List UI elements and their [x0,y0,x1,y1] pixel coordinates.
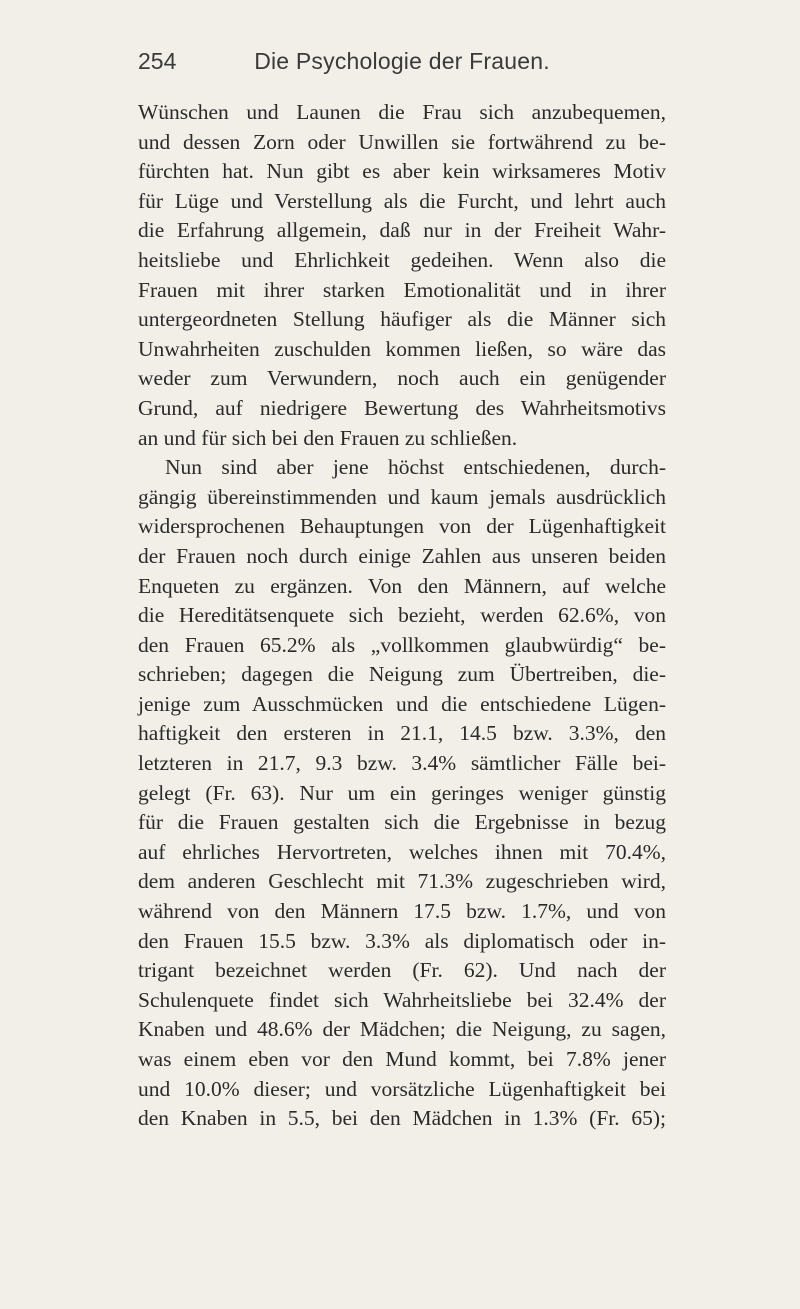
text-line: der Frauen noch durch einige Zahlen aus unseren beiden [138,543,666,568]
text-line: widersprochenen Behauptungen von der Lügenhaftigkeit [138,514,666,539]
text-line: die Hereditätsenquete sich bezieht, werden 62.6%, von [138,603,666,628]
text-line: gelegt (Fr. 63). Nur um ein geringes weniger günstig [138,780,666,805]
text-line: letzteren in 21.7, 9.3 bzw. 3.4% sämtlicher Fälle bei- [138,751,666,776]
text-line: den Knaben in 5.5, bei den Mädchen in 1.3% (Fr. 65); [138,1106,666,1131]
text-line: Schulenquete findet sich Wahrheitsliebe bei 32.4% der [138,987,666,1012]
text-line: und 10.0% dieser; und vorsätzliche Lügenhaftigkeit bei [138,1076,666,1101]
text-line: während von den Männern 17.5 bzw. 1.7%, und von [138,899,666,924]
text-line: und dessen Zorn oder Unwillen sie fortwährend zu be- [138,129,666,154]
text-line: jenige zum Ausschmücken und die entschiedene Lügen- [138,691,666,716]
text-line: Unwahrheiten zuschulden kommen ließen, so wäre das [138,336,666,361]
running-title: Die Psychologie der Frauen. [254,48,550,74]
text-line: Enqueten zu ergänzen. Von den Männern, auf welche [138,573,666,598]
text-line: auf ehrliches Hervortreten, welches ihnen mit 70.4%, [138,839,666,864]
text-line: fürchten hat. Nun gibt es aber kein wirksameres Motiv [138,159,666,184]
text-line: gängig übereinstimmenden und kaum jemals ausdrücklich [138,484,666,509]
text-line: was einem eben vor den Mund kommt, bei 7.8% jener [138,1047,666,1071]
text-line: Knaben und 48.6% der Mädchen; die Neigung, zu sagen, [138,1017,666,1042]
text-line: haftigkeit den ersteren in 21.1, 14.5 bzw. 3.3%, den [138,721,666,746]
text-line: dem anderen Geschlecht mit 71.3% zugeschrieben wird, [138,869,666,894]
text-line: den Frauen 65.2% als „vollkommen glaubwürdig“ be- [138,632,666,657]
text-line: den Frauen 15.5 bzw. 3.3% als diplomatisch oder in- [138,928,666,953]
text-line: heitsliebe und Ehrlichkeit gedeihen. Wenn also die [138,247,666,272]
page-header [138,48,666,84]
text-line: weder zum Verwundern, noch auch ein genügender [138,366,666,391]
text-line: für die Frauen gestalten sich die Ergebnisse in bezug [138,810,666,835]
text-line: Wünschen und Launen die Frau sich anzubequemen, [138,100,666,124]
text-line: die Erfahrung allgemein, daß nur in der Freiheit Wahr- [138,218,666,243]
page-number: 254 [138,48,177,74]
body-text [138,98,666,1134]
text-line: schrieben; dagegen die Neigung zum Übertreiben, die- [138,662,666,687]
text-line: trigant bezeichnet werden (Fr. 62). Und nach der [138,958,666,983]
text-line: untergeordneten Stellung häufiger als die Männer sich [138,307,666,332]
text-line: an und für sich bei den Frauen zu schließen. [138,425,518,450]
text-line: für Lüge und Verstellung als die Furcht, und lehrt auch [138,188,666,213]
text-line: Grund, auf niedrigere Bewertung des Wahrheitsmotivs [138,395,666,420]
text-line: Frauen mit ihrer starken Emotionalität und in ihrer [138,277,666,302]
text-line: Nun sind aber jene höchst entschiedenen, durch- [165,455,666,480]
